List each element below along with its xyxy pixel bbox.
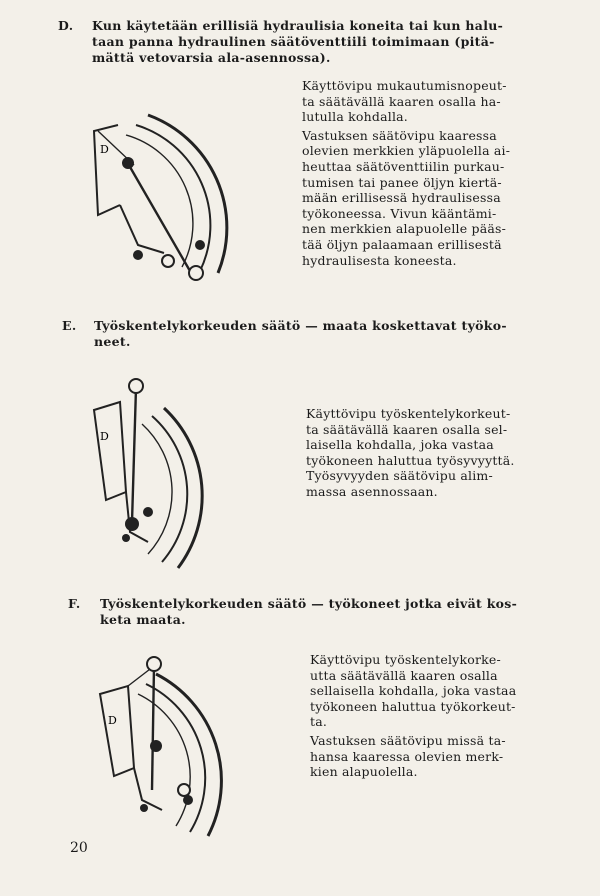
text-line: laisella kohdalla, joka vastaa bbox=[306, 437, 494, 453]
quadrant-diagram-f bbox=[92, 650, 292, 840]
section-e-heading bbox=[62, 318, 552, 350]
text-line: Vastuksen säätövipu missä ta- bbox=[310, 732, 506, 748]
text-line: hansa kaaressa olevien merk- bbox=[310, 748, 504, 764]
page-number: 20 bbox=[70, 840, 88, 856]
quadrant-label-f: D bbox=[108, 714, 117, 727]
quadrant-diagram-d bbox=[78, 95, 278, 285]
section-f-paragraph-1 bbox=[310, 652, 560, 730]
section-e-letter: E. bbox=[62, 318, 77, 333]
section-f-heading-line-1: Työskentelykorkeuden säätö — työkoneet jotka eivät kos- bbox=[100, 596, 518, 611]
section-d-paragraph-1 bbox=[302, 78, 552, 125]
text-line: nen merkkien alapuolelle pääs- bbox=[302, 221, 507, 237]
text-line: hydraulisesta koneesta. bbox=[302, 252, 457, 268]
figure-d-control-quadrant bbox=[78, 95, 278, 285]
text-line: työkoneen haluttua työkorkeut- bbox=[310, 698, 516, 714]
text-line: ta säätävällä kaaren osalla ha- bbox=[302, 93, 501, 109]
text-line: utta säätävällä kaaren osalla bbox=[310, 667, 498, 683]
text-line: mään erillisessä hydraulisessa bbox=[302, 190, 501, 206]
text-line: Käyttövipu työskentelykorkeut- bbox=[306, 406, 511, 421]
text-line: tää öljyn palaamaan erillisestä bbox=[302, 236, 502, 252]
section-f-heading bbox=[68, 596, 554, 628]
text-line: Työsyvyyden säätövipu alim- bbox=[306, 468, 493, 484]
section-d-body bbox=[302, 78, 552, 268]
text-line: Vastuksen säätövipu kaaressa bbox=[302, 127, 497, 143]
section-e-heading-line-2: neet. bbox=[94, 334, 131, 349]
section-f-letter: F. bbox=[68, 596, 81, 611]
text-line: sellaisella kohdalla, joka vastaa bbox=[310, 683, 517, 699]
text-line: työkoneessa. Vivun kääntämi- bbox=[302, 205, 497, 221]
quadrant-diagram-e bbox=[86, 372, 286, 572]
quadrant-label-e: D bbox=[100, 430, 109, 443]
section-e-paragraph-1 bbox=[306, 406, 556, 500]
section-f-heading-line-2: keta maata. bbox=[100, 612, 186, 627]
text-line: olevien merkkien yläpuolella ai- bbox=[302, 143, 511, 159]
section-e-body bbox=[306, 406, 556, 500]
section-f-body bbox=[310, 652, 560, 780]
text-line: Käyttövipu työskentelykorke- bbox=[310, 652, 501, 667]
text-line: massa asennossaan. bbox=[306, 483, 438, 499]
section-d-heading bbox=[58, 18, 548, 66]
figure-e-control-quadrant bbox=[86, 372, 286, 572]
quadrant-label-d: D bbox=[100, 143, 109, 156]
section-d-heading-line-1: Kun käytetään erillisiä hydraulisia koneita tai kun halu- bbox=[92, 18, 504, 33]
section-d-letter: D. bbox=[58, 18, 74, 33]
text-line: tumisen tai panee öljyn kiertä- bbox=[302, 174, 502, 190]
text-line: Käyttövipu mukautumisnopeut- bbox=[302, 78, 507, 93]
text-line: työkoneen haluttua työsyvyyttä. bbox=[306, 452, 515, 468]
section-d-paragraph-2 bbox=[302, 128, 552, 268]
text-line: lutulla kohdalla. bbox=[302, 109, 408, 125]
text-line: kien alapuolella. bbox=[310, 764, 418, 780]
text-line: heuttaa säätöventtiilin purkau- bbox=[302, 158, 505, 174]
section-e-heading-line-1: Työskentelykorkeuden säätö — maata koskettavat työko- bbox=[94, 318, 507, 333]
section-f-paragraph-2 bbox=[310, 733, 560, 780]
text-line: ta. bbox=[310, 714, 328, 730]
section-d-heading-line-3: mättä vetovarsia ala-asennossa). bbox=[92, 50, 331, 65]
section-d-heading-line-2: taan panna hydraulinen säätöventtiili toimimaan (pitä- bbox=[92, 34, 495, 49]
figure-f-control-quadrant bbox=[92, 650, 292, 840]
text-line: ta säätävällä kaaren osalla sel- bbox=[306, 421, 508, 437]
